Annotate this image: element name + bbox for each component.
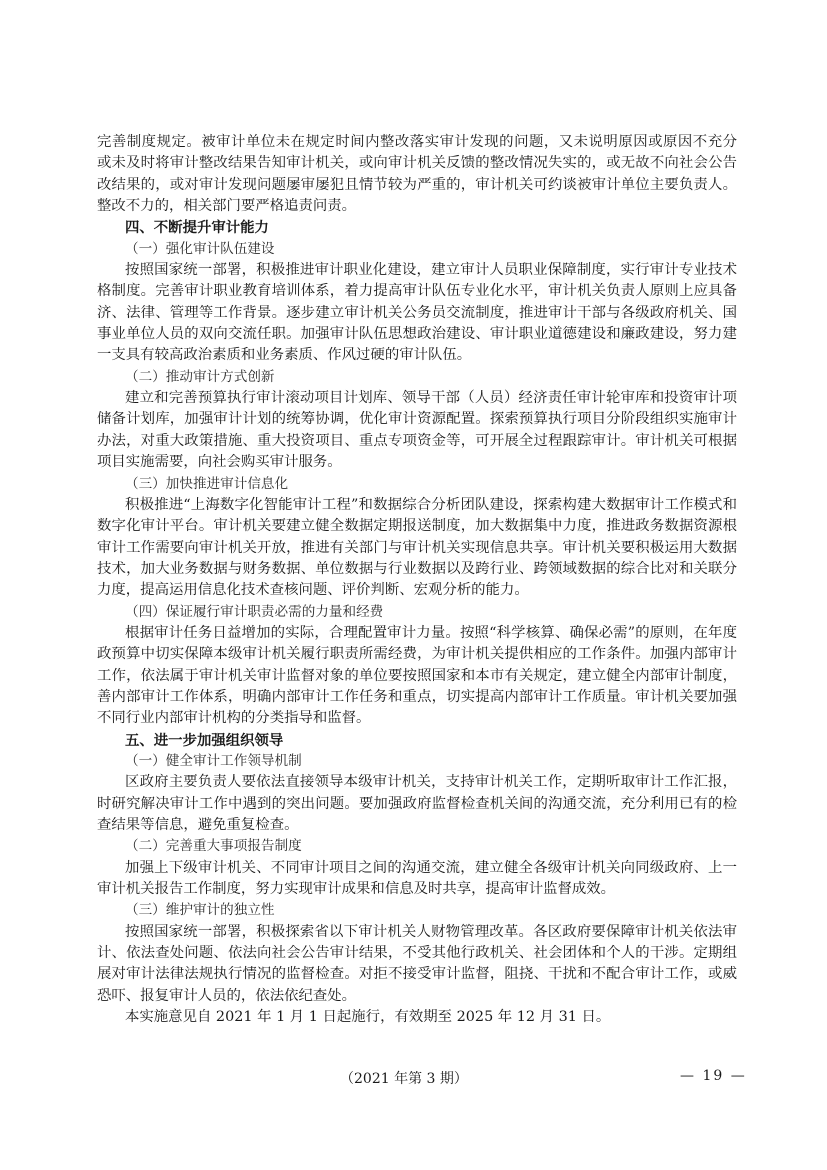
subsection-heading: （二）推动审计方式创新 (125, 368, 275, 385)
text-line: 整改不力的，相关部门要严格追责问责。 (97, 198, 357, 215)
subsection-heading: （一）强化审计队伍建设 (125, 240, 275, 257)
text-line: 格制度。完善审计职业教育培训体系，着力提高审计队伍专业化水平，审计机关负责人原则上应具备 (97, 283, 737, 300)
text-line: 善内部审计工作体系，明确内部审计工作任务和重点，切实提高内部审计工作质量。审计机关要加强 (97, 688, 737, 705)
text-line: 按照国家统一部署，积极探索省以下审计机关人财物管理改革。各区政府要保障审计机关依法审 (125, 923, 737, 940)
text-line: 查结果等信息，避免重复检查。 (97, 817, 299, 833)
text-line: 根据审计任务日益增加的实际，合理配置审计力量。按照“科学核算、确保必需”的原则，在年度 (125, 624, 737, 641)
text-line: 事业单位人员的双向交流任职。加强审计队伍思想政治建设、审计职业道德建设和廉政建设，努力建 (97, 326, 737, 343)
text-line: 审计工作需要向审计机关开放，推进有关部门与审计机关实现信息共享。审计机关要积极运用大数据 (97, 539, 737, 556)
text-line: 济、法律、管理等工作背景。逐步建立审计机关公务员交流制度，推进审计干部与各级政府机关、国 (97, 304, 737, 321)
text-line: 加强上下级审计机关、不同审计项目之间的沟通交流，建立健全各级审计机关向同级政府、上一 (125, 859, 737, 876)
text-line: 政预算中切实保障本级审计机关履行职责所需经费，为审计机关提供相应的工作条件。加强内部审计 (97, 646, 737, 663)
text-line: 改结果的，或对审计发现问题屡审屡犯且情节较为严重的，审计机关可约谈被审计单位主要负责人。 (97, 176, 737, 193)
footer-issue-label: （2021 年第 3 期） (340, 1071, 468, 1087)
subsection-heading: （一）健全审计工作领导机制 (125, 752, 302, 769)
text-line: 项目实施需要，向社会购买审计服务。 (97, 454, 342, 471)
text-line: 审计机关报告工作制度，努力实现审计成果和信息及时共享，提高审计监督成效。 (97, 881, 616, 898)
section-heading: 四、不断提升审计能力 (125, 219, 269, 237)
text-line: 区政府主要负责人要依法直接领导本级审计机关，支持审计机关工作，定期听取审计工作汇报， (125, 774, 737, 791)
subsection-heading: （二）完善重大事项报告制度 (125, 838, 302, 855)
text-line: 计、依法查处问题、依法向社会公告审计结果，不受其他行政机关、社会团体和个人的干涉。定期组 (97, 945, 737, 962)
text-line: 本实施意见自 2021 年 1 月 1 日起施行，有效期至 2025 年 12 月 31 日。 (125, 1009, 611, 1026)
text-line: 办法，对重大政策措施、重大投资项目、重点专项资金等，可开展全过程跟踪审计。审计机关可根据 (97, 432, 737, 449)
page-number: — 19 — (680, 1068, 747, 1084)
text-line: 不同行业内部审计机构的分类指导和监督。 (97, 710, 371, 727)
text-line: 完善制度规定。被审计单位未在规定时间内整改落实审计发现的问题，又未说明原因或原因不充分 (97, 134, 737, 150)
text-line: 时研究解决审计工作中遇到的突出问题。要加强政府监督检查机关间的沟通交流，充分利用已有的检 (97, 795, 737, 812)
subsection-heading: （三）维护审计的独立性 (125, 902, 275, 919)
text-line: 恐吓、报复审计人员的，依法依纪查处。 (97, 987, 357, 1004)
text-line: 储备计划库，加强审计计划的统筹协调，优化审计资源配置。探索预算执行项目分阶段组织实施审计 (97, 411, 737, 428)
text-line: 展对审计法律法规执行情况的监督检查。对拒不接受审计监督，阻挠、干扰和不配合审计工作，或威 (97, 966, 737, 983)
text-line: 数字化审计平台。审计机关要建立健全数据定期报送制度，加大数据集中力度，推进政务数据资源根 (97, 518, 737, 535)
text-line: 或未及时将审计整改结果告知审计机关，或向审计机关反馈的整改情况失实的，或无故不向社会公告 (97, 155, 737, 172)
section-heading: 五、进一步加强组织领导 (125, 731, 284, 749)
text-line: 积极推进“上海数字化智能审计工程”和数据综合分析团队建设，探索构建大数据审计工作模式和 (125, 496, 737, 513)
text-line: 工作，依法属于审计机关审计监督对象的单位要按照国家和本市有关规定，建立健全内部审计制度， (97, 667, 737, 684)
text-line: 一支具有较高政治素质和业务素质、作风过硬的审计队伍。 (97, 347, 472, 364)
subsection-heading: （三）加快推进审计信息化 (125, 475, 289, 492)
text-line: 建立和完善预算执行审计滚动项目计划库、领导干部（人员）经济责任审计轮审库和投资审计项 (125, 390, 737, 407)
text-line: 技术，加大业务数据与财务数据、单位数据与行业数据以及跨行业、跨领域数据的综合比对和关联分 (97, 560, 737, 577)
body-text (97, 132, 737, 1028)
subsection-heading: （四）保证履行审计职责必需的力量和经费 (125, 603, 384, 620)
text-line: 力度，提高运用信息化技术查核问题、评价判断、宏观分析的能力。 (97, 582, 529, 599)
text-line: 按照国家统一部署，积极推进审计职业化建设，建立审计人员职业保障制度，实行审计专业技术 (125, 262, 737, 279)
